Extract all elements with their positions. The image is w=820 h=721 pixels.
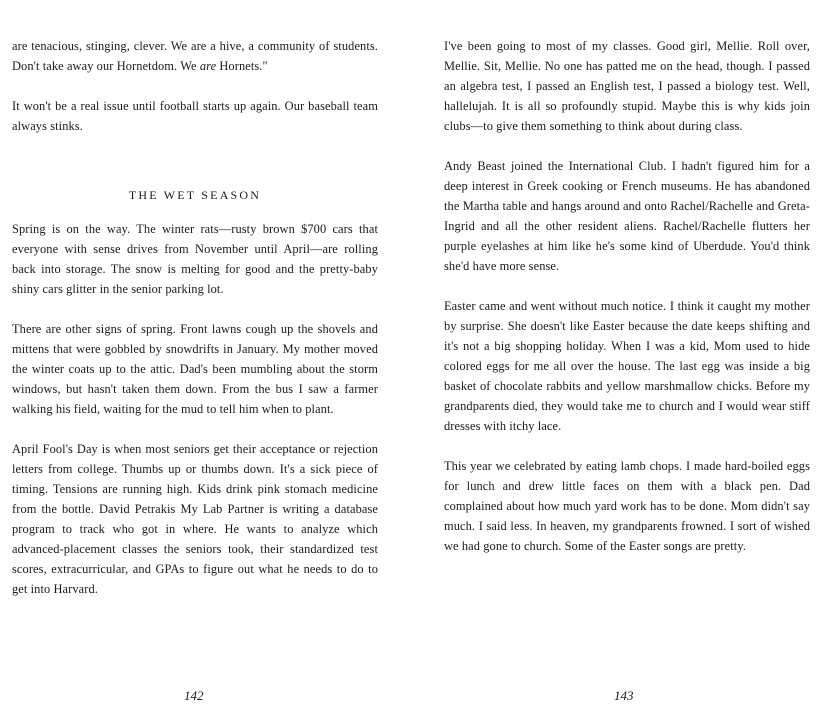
right-paragraph-1: I've been going to most of my classes. Good girl, Mellie. Roll over, Mellie. Sit, Mellie. No one has patted me on the head, though. I passed an algebra test, I passed an English test, I passed a biology test. Well, hallelujah. It is all so profoundly stupid. Maybe this is why kids join clubs—to give them something to think about during class. [444,39,810,133]
right-paragraph-2: Andy Beast joined the International Club. I hadn't figured him for a deep interest in Greek cooking or French museums. He has abandoned the Martha table and hangs around and onto Rachel/Rachelle and Greta-Ingrid and all the other resident aliens. Rachel/Rachelle flutters her purple eyelashes at him like he's some kind of Uberdude. You'd think she'd have more sense. [444,159,810,273]
right-paragraph-3: Easter came and went without much notice. I think it caught my mother by surprise. She doesn't like Easter because the date keeps shifting and it's not a big shopping holiday. When I was a kid, Mom used to hide colored eggs for me all over the house. The last egg was inside a big basket of chocolate rabbits and yellow marshmallow chicks. Before my grandparents died, they would take me to church and I would wear stiff dresses with itchy lace. [444,299,810,433]
right-page [444,36,810,576]
left-paragraph-1-end: Hornets." [216,59,268,73]
left-paragraph-4: There are other signs of spring. Front lawns cough up the shovels and mittens that were gobbled by snowdrifts in January. My mother moved the winter coats up to the attic. Dad's been mumbling about the storm windows, but hasn't taken them down. From the bus I saw a farmer walking his field, waiting for the mud to tell him when to plant. [12,322,378,416]
left-page [12,36,378,619]
left-paragraph-1 [12,36,378,76]
left-paragraph-5: April Fool's Day is when most seniors get their acceptance or rejection letters from college. Thumbs up or thumbs down. It's a sick piece of timing. Tensions are running high. Kids drink pink stomach medicine from the bottle. David Petrakis My Lab Partner is writing a database program to track who got in where. He wants to analyze which advanced-placement classes the seniors took, their standardized test scores, extracurricular, and GPAs to figure out what he needs to do to get into Harvard. [12,442,378,596]
left-paragraph-1-emphasis: are [199,59,217,73]
right-paragraph-4: This year we celebrated by eating lamb chops. I made hard-boiled eggs for lunch and drew little faces on them with a black pen. Dad complained about how much yard work has to be done. Mom didn't say much. I said less. In heaven, my grandparents frowned. I sort of wished we had gone to church. Some of the Easter songs are pretty. [444,459,810,553]
section-heading: THE WET SEASON [128,188,262,202]
left-paragraph-2: It won't be a real issue until football starts up again. Our baseball team always stinks. [12,99,378,133]
left-paragraph-3: Spring is on the way. The winter rats—rusty brown $700 cars that everyone with sense drives from November until April—are rolling back into storage. The snow is melting for good and the pretty-baby shiny cars glitter in the senior parking lot. [12,222,378,296]
left-paragraph-1-text: are tenacious, stinging, clever. We are a hive, a community of students. Don't take away our Hornetdom. We [12,39,378,73]
right-page-number: 143 [614,688,634,703]
left-page-number: 142 [184,688,204,703]
